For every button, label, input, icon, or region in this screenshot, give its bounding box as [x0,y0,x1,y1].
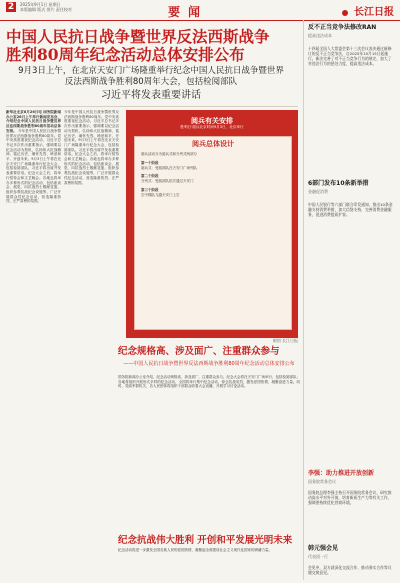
right-story3-head [308,470,394,484]
headline-divider [6,106,298,107]
editor-line: 本版编辑 版式 图片 责任校对 [20,7,72,12]
mid-story1-title: 纪念规格高、涉及面广、注重群众参与 [118,346,280,357]
right-story2-subtitle: 金融促消费 [308,189,328,194]
brand-name [342,3,394,18]
poster-panel-head: 阅兵总体设计 [192,140,234,148]
right-story4-head [308,545,394,559]
right-story1-head [308,24,394,38]
body-paragraph: 今年是中国人民抗日战争暨世界反法西斯战争胜利80周年。党中央高度重视纪念活动，习近平总书记多次作出重要指示，强调要以纪念活动为契机，弘扬伟大抗战精神，铭记历史、缅怀先烈、珍爱和平、开创未来。9月3日上午将在北京天安门广场隆重举行纪念大会，包括检阅部队，习近平将出席并发表重要讲话。纪念大会之后，将举行招待会和文艺晚会。各地也将举办多种形式的纪念活动，包括座谈会、展览、向抗战烈士敬献花篮、组织参观抗战纪念设施等，广泛开展群众性纪念活动，营造隆重热烈、庄严肃穆的氛围。 [6,128,61,204]
lead-paragraph: 新华社北京8月26日电 国务院新闻办公室26日上午举行新闻发布会，介绍纪念中国人民抗日战争暨世界反法西斯战争胜利80周年活动总体安排。 [6,110,61,133]
subhead-line2: 反法西斯战争胜利80周年大会，包括检阅部队 [64,77,238,87]
right-story2-head [308,180,394,194]
right-story3-body: 国务院总理李强主持召开国务院常务会议，研究推动高水平对外开放、培育新质生产力等有关工作，强调要持续优化营商环境。 [308,490,392,505]
right-story3-title: 李强：助力推进开放创新 [308,470,375,477]
page-header [0,0,400,21]
body-column-1 [6,110,61,580]
body-column-2 [64,110,119,580]
page-meta [20,2,140,12]
mid-story1-body [118,375,300,533]
right-story1-body: 十四届全国人大常委会第十三次会议表决通过新修订的反不正当竞争法，自2025年10月15日起施行。新法完善了对不正当竞争行为的规定，加大了对违法行为的惩处力度，提高违法成本。 [308,46,392,66]
page-number: 2 [7,2,15,12]
poster-line: 第二个阶段 [141,174,159,179]
main-headline-line2: 胜利80周年纪念活动总体安排公布 [6,45,245,64]
poster-line: 阅兵活动分为阅兵式和分列式两部分 [141,152,197,156]
right-story4-body: 会见中，双方就深化交流合作、推动务实合作等议题交换意见。 [308,565,392,575]
poster-title: 阅兵有关安排 [191,117,233,125]
right-story4-subtitle: 代表团一行 [308,554,328,559]
poster-line: 第一个阶段 [141,160,159,165]
body-paragraph: 今年是中国人民抗日战争暨世界反法西斯战争胜利80周年。党中央高度重视纪念活动，习近平总书记多次作出重要指示，强调要以纪念活动为契机，弘扬伟大抗战精神，铭记历史、缅怀先烈、珍爱和平、开创未来。9月3日上午将在北京天安门广场隆重举行纪念大会，包括检阅部队，习近平将出席并发表重要讲话。纪念大会之后，将举行招待会和文艺晚会。各地也将举办多种形式的纪念活动，包括座谈会、展览、向抗战烈士敬献花篮、组织参观抗战纪念设施等，广泛开展群众性纪念活动，营造隆重热烈、庄严肃穆的氛围。 [64,110,119,185]
mid-story2-paragraph: 纪念活动将进一步激发全国各族人民的爱国热情，凝聚起全面建设社会主义现代化国家的磅礴力量。 [118,548,272,552]
poster-subtitle: 胜利日·阅兵北京时间9月3日，北京举行 [180,125,244,129]
poster-line: 空中梯队飞越天安门上空 [141,192,180,197]
subhead-line1: 9月3日上午，在北京天安门广场隆重举行纪念中国人民抗日战争暨世界 [18,66,284,76]
section-title: 要闻 [168,5,209,19]
right-story3-subtitle: 国务院常务会议 [308,479,336,484]
subhead-tail: 习近平将发表重要讲话 [101,90,201,101]
main-subhead [6,66,296,101]
right-story1-subtitle: 提高违法成本 [308,33,332,38]
brand-text: 长江日报 [354,7,394,18]
main-headline [6,28,296,64]
right-story4-title: 韩元强会见 [308,545,339,552]
poster-line: 阅兵式：受阅部队在天安门广场列队 [141,165,197,170]
mid-story2-body [118,548,300,580]
right-story1-title: 反不正当竞争法修改RAN [308,24,377,31]
poster-panel [134,136,292,330]
right-column [303,20,397,580]
mid-story1-subtitle: ——中国人民抗日战争暨世界反法西斯战争胜利80周年纪念活动总体安排公布 [123,361,295,367]
issue-date: 2025年9月1日 星期日 [20,2,61,7]
poster-credit: 制图 长江日报 [272,338,298,343]
right-story2-title: 6部门发布10条新举措 [308,180,369,187]
main-headline-line1: 中国人民抗日战争暨世界反法西斯战争 [6,27,270,46]
mid-story2-title: 纪念抗战伟大胜利 开创和平发展光明未来 [118,535,293,546]
parade-poster [126,110,298,338]
mid-story1-head [118,346,300,367]
mid-story1-paragraph: 国务院新闻办公室介绍，纪念活动规格高，涉及面广，注重群众参与。纪念大会将在天安门广场举行，包括检阅部队；各地将组织开展形式多样的纪念活动，全国将举行集中纪念活动，悼念抗战英烈，激发爱国热情，凝聚奋进力量。同时，党政军群机关、各人民团体将组织干部群众收看大会直播，开展学习讨论活动。 [118,375,300,389]
poster-lines [141,152,285,198]
brand-logo-icon [342,10,348,16]
poster-line: 分列式：受阅部队依次通过天安门 [141,179,194,184]
poster-line: 第三个阶段 [141,187,159,192]
right-story2-body: 中国人民银行等六部门联合印发通知，推出10条金融支持消费举措，加大信贷支持，完善消费金融服务，促进消费提质扩容。 [308,202,393,217]
mid-story2-head [118,535,300,547]
